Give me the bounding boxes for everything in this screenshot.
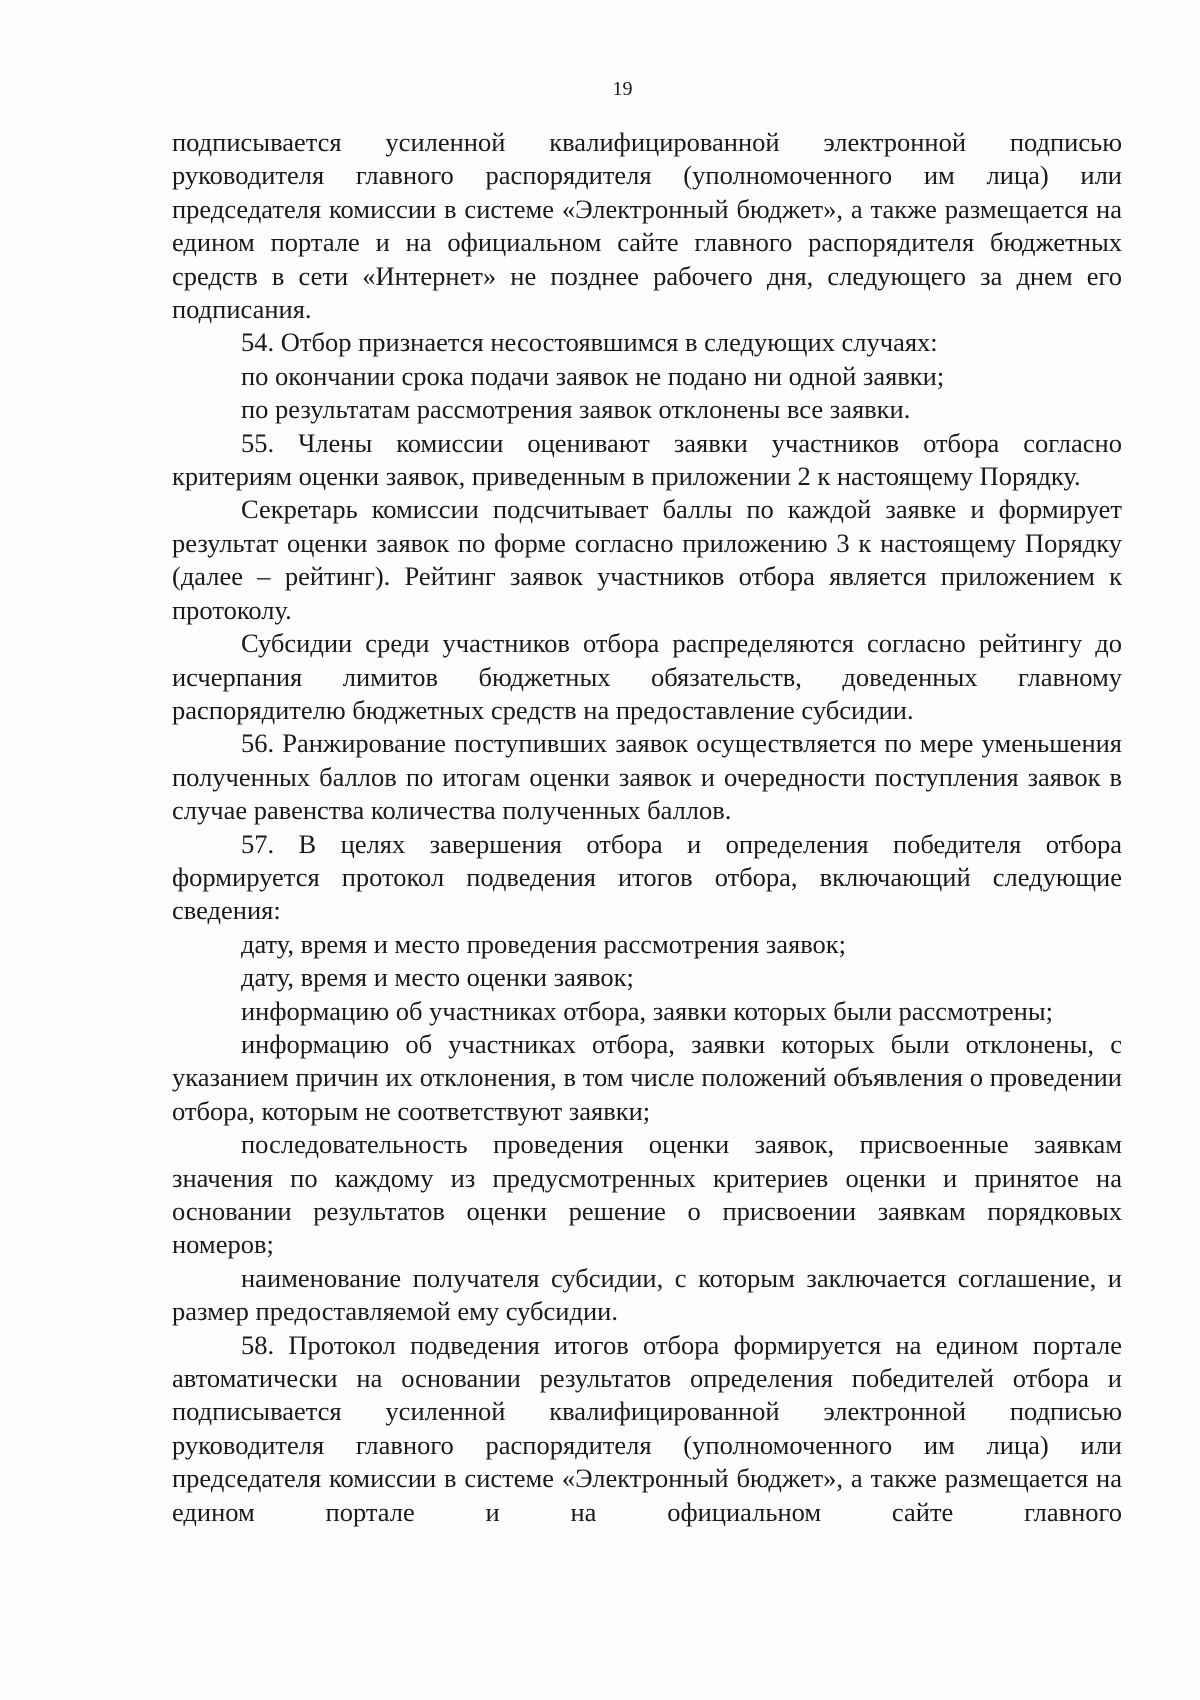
- paragraph-57-item-3: информацию об участниках отбора, заявки которых были рассмотрены;: [241, 995, 1054, 1026]
- paragraph-57: 57. В целях завершения отбора и определения победителя отбора формируется протокол подведения итогов отбора, включающий следующие сведения:: [172, 828, 1122, 926]
- paragraph-57-item-6: наименование получателя субсидии, с которым заключается соглашение, и размер предоставляемой ему субсидии.: [172, 1262, 1122, 1327]
- paragraph-57-item-4: информацию об участниках отбора, заявки которых были отклонены, с указанием причин их отклонения, в том числе положений объявления о проведении отбора, которым не соответствуют заявки;: [172, 1028, 1122, 1126]
- paragraph-57-item-1: дату, время и место проведения рассмотрения заявок;: [241, 928, 847, 959]
- paragraph-56: 56. Ранжирование поступивших заявок осуществляется по мере уменьшения полученных баллов по итогам оценки заявок и очередности поступления заявок в случае равенства количества полученных баллов.: [172, 728, 1122, 826]
- paragraph-54: 54. Отбор признается несостоявшимся в следующих случаях:: [241, 327, 938, 358]
- paragraph-57-item-2: дату, время и место оценки заявок;: [241, 962, 634, 993]
- paragraph-54-item-2: по результатам рассмотрения заявок отклонены все заявки.: [241, 394, 911, 425]
- paragraph-55-subsidies: Субсидии среди участников отбора распределяются согласно рейтингу до исчерпания лимитов бюджетных обязательств, доведенных главному распорядителю бюджетных средств на предоставление субсидии.: [172, 628, 1122, 725]
- page-number: 19: [612, 78, 633, 100]
- paragraph-55: 55. Члены комиссии оценивают заявки участников отбора согласно критериям оценки заявок, приведенным в приложении 2 к настоящему Порядку.: [172, 427, 1122, 492]
- paragraph-54-item-1: по окончании срока подачи заявок не подано ни одной заявки;: [241, 360, 945, 391]
- paragraph-55-secretary: Секретарь комиссии подсчитывает баллы по каждой заявке и формирует результат оценки заявок по форме согласно приложению 3 к настоящему Порядку (далее – рейтинг). Рейтинг заявок участников отбора является приложением к протоколу.: [172, 494, 1122, 625]
- paragraph-continuation: подписывается усиленной квалифицированной электронной подписью руководителя главного распорядителя (уполномоченного им лица) или председателя комиссии в системе «Электронный бюджет», а также размещается на едином портале и на официальном сайте главного распорядителя бюджетных средств в сети «Интернет» не позднее рабочего дня, следующего за днем его подписания.: [172, 127, 1122, 325]
- paragraph-58: 58. Протокол подведения итогов отбора формируется на едином портале автоматически на основании результатов определения победителей отбора и подписывается усиленной квалифицированной электронной подписью руководителя главного распорядителя (уполномоченного им лица) или председателя комиссии в системе «Электронный бюджет», а также размещается на едином портале и на официальном сайте главного: [172, 1329, 1122, 1527]
- document-body: [172, 126, 1122, 1529]
- paragraph-57-item-5: последовательность проведения оценки заявок, присвоенные заявкам значения по каждому из предусмотренных критериев оценки и принятое на основании результатов оценки решение о присвоении заявкам порядковых номеров;: [172, 1129, 1122, 1260]
